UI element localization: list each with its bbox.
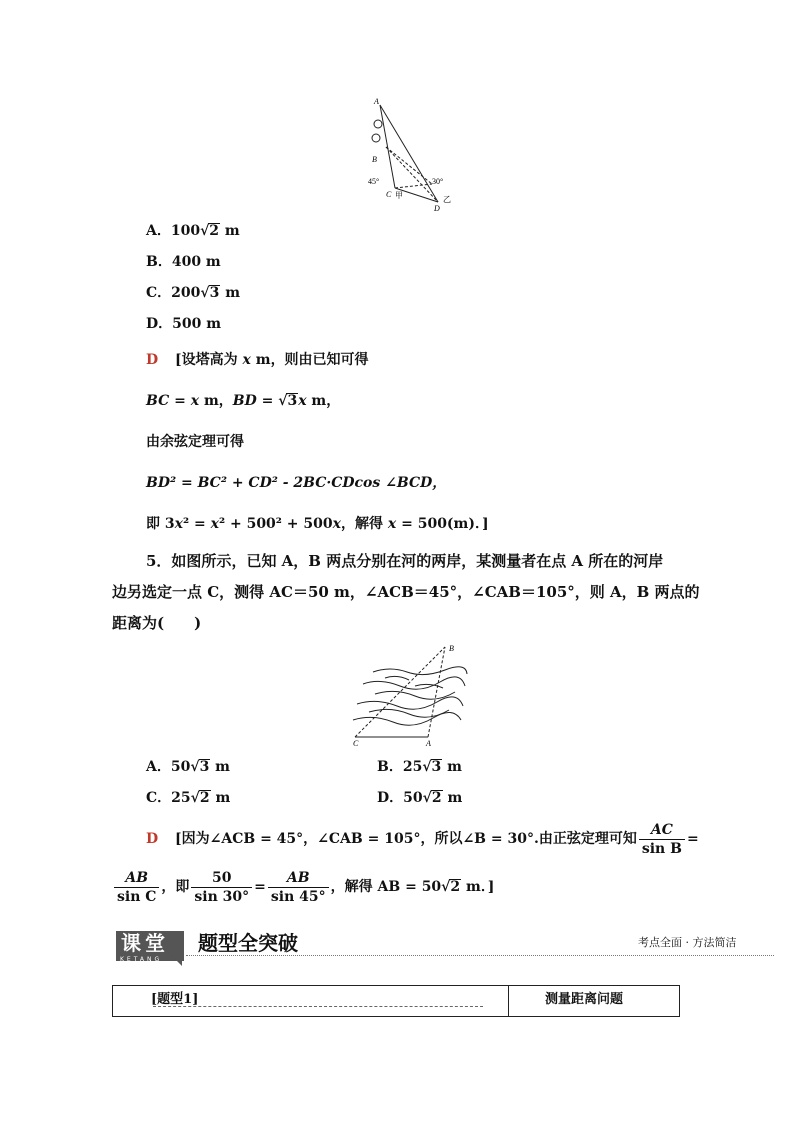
sol-text: = [169,393,191,409]
equals: = [254,879,266,895]
fig1-label-yi: 乙 [443,195,451,204]
option-4b: B．400 m [146,254,221,270]
fig1-label-45: 45° [368,177,380,186]
denominator: sin 45° [270,888,326,905]
equals: = [686,831,699,847]
unit: m [220,285,241,301]
answer-letter: D [146,831,159,847]
radicand: 2 [199,790,210,806]
question-5-line3: 距离为( ) [112,614,202,632]
sol-text: ，解得 [341,516,388,532]
table-type-title: 测量距离问题 [545,992,624,1007]
unit: m [442,790,463,806]
sol-text: [因为∠ACB = 45°，∠CAB = 105°，所以∠B = 30°.由正弦定理可知 [175,831,637,847]
banner-right: 考点全面 · 方法简洁 [638,936,737,949]
banner-sub: KETANG [120,956,163,963]
radicand: 2 [209,223,220,239]
banner-line [186,955,774,956]
opt-text: B．25 [377,759,423,775]
solution-5-line1 [146,820,699,858]
question-5-line2: 边另选定一点 C，测得 AC＝50 m，∠ACB＝45°，∠CAB＝105°，则 A，B 两点的 [112,583,700,601]
table-divider [508,986,509,1016]
option-5b: B．25√3 m [377,759,462,775]
fig1-label-jia: 甲 [395,191,403,200]
sol-text: = [256,393,279,409]
figure-tower-triangle [360,92,460,212]
fraction-ac-sinb [639,821,685,858]
unit: m [210,790,231,806]
opt-text: C．200 [146,285,201,301]
answer-letter: D [146,352,159,368]
option-5d: D．50√2 m [377,790,463,806]
radicand: 3 [287,393,298,409]
fig1-label-C: C [386,190,392,199]
denominator: sin 30° [194,888,250,905]
var: x [242,352,251,368]
sol-text: ，即 [161,879,190,895]
radicand: 3 [199,759,210,775]
option-5c: C．25√2 m [146,790,231,806]
opt-text: A．100 [146,223,201,239]
fig2-label-B: B [449,644,454,653]
denominator: sin B [641,840,682,857]
sol-text: m， [306,393,341,409]
sol-text: = 500(m)．] [396,516,489,532]
fig1-label-A: A [374,97,379,106]
sol-text: 即 3 [146,516,175,532]
sol-text: m．] [461,879,495,895]
var: x [210,516,219,532]
var: x [174,516,183,532]
opt-text: C．25 [146,790,191,806]
numerator: AC [639,821,685,840]
sol-text: m，则由已知可得 [250,352,369,368]
fraction-ab-sinc [114,869,159,906]
var: x [298,393,307,409]
option-5a: A．50√3 m [146,759,230,775]
var: BC [146,393,170,409]
table-type-label: [题型1] [151,992,199,1007]
denominator: sin C [117,888,157,905]
solution-4-line4: BD² = BC² + CD² - 2BC·CDcos ∠BCD， [146,475,447,491]
unit: m [442,759,462,775]
solution-4-line3: 由余弦定理可得 [146,434,244,450]
radicand: 2 [431,790,442,806]
question-5-line1: 5．如图所示，已知 A，B 两点分别在河的两岸，某测量者在点 A 所在的河岸 [146,552,664,570]
numerator: AB [268,869,329,888]
type-table [112,985,680,1017]
var: x [387,516,397,532]
banner-char: 课 [121,931,145,955]
fig2-label-A: A [426,739,431,748]
solution-5-line2: $\frac{AB}{\text{sin C}}$ ，即 $\frac{50}{\sin 30^\circ}$ = $\frac{AB}{\sin 45^\circ}$ ，解得 AB = 50√2 m．] [112,868,494,906]
fig1-label-30: 30° [432,177,444,186]
numerator: AB [114,869,159,888]
fig2-label-C: C [353,739,359,748]
option-4a: A．100√2 m [146,223,240,239]
banner-corner [168,952,182,966]
fraction-50-sin30 [191,869,252,906]
fig1-label-B: B [372,155,377,164]
opt-text: D．50 [377,790,423,806]
option-4c: C．200√3 m [146,285,241,301]
solution-4-line1 [146,350,369,370]
var: x [190,393,200,409]
fraction-ab-sin45 [268,869,329,906]
banner-title: 题型全突破 [198,931,298,955]
banner-ketang [121,931,169,955]
sol-text: ² = [182,516,211,532]
sol-text: ² + 500² + 500 [218,516,333,532]
unit: m [210,759,230,775]
option-4d: D．500 m [146,316,222,332]
numerator: 50 [191,869,252,888]
solution-4-line2: BC = x m，BD = √3x m， [146,393,341,409]
radicand: 3 [431,759,442,775]
var: x [332,516,341,532]
var: BD [232,393,257,409]
opt-text: A．50 [146,759,191,775]
table-dash [153,1006,483,1007]
figure-river [345,640,475,748]
banner-char: 堂 [145,931,169,955]
sol-text: m， [199,393,233,409]
solution-4-line5 [146,514,489,534]
fig1-label-D: D [434,204,440,212]
sol-text: [设塔高为 [175,352,243,368]
radicand: 3 [209,285,220,301]
unit: m [220,223,240,239]
radicand: 2 [450,879,461,895]
sol-text: ，解得 AB = 50 [330,879,442,895]
